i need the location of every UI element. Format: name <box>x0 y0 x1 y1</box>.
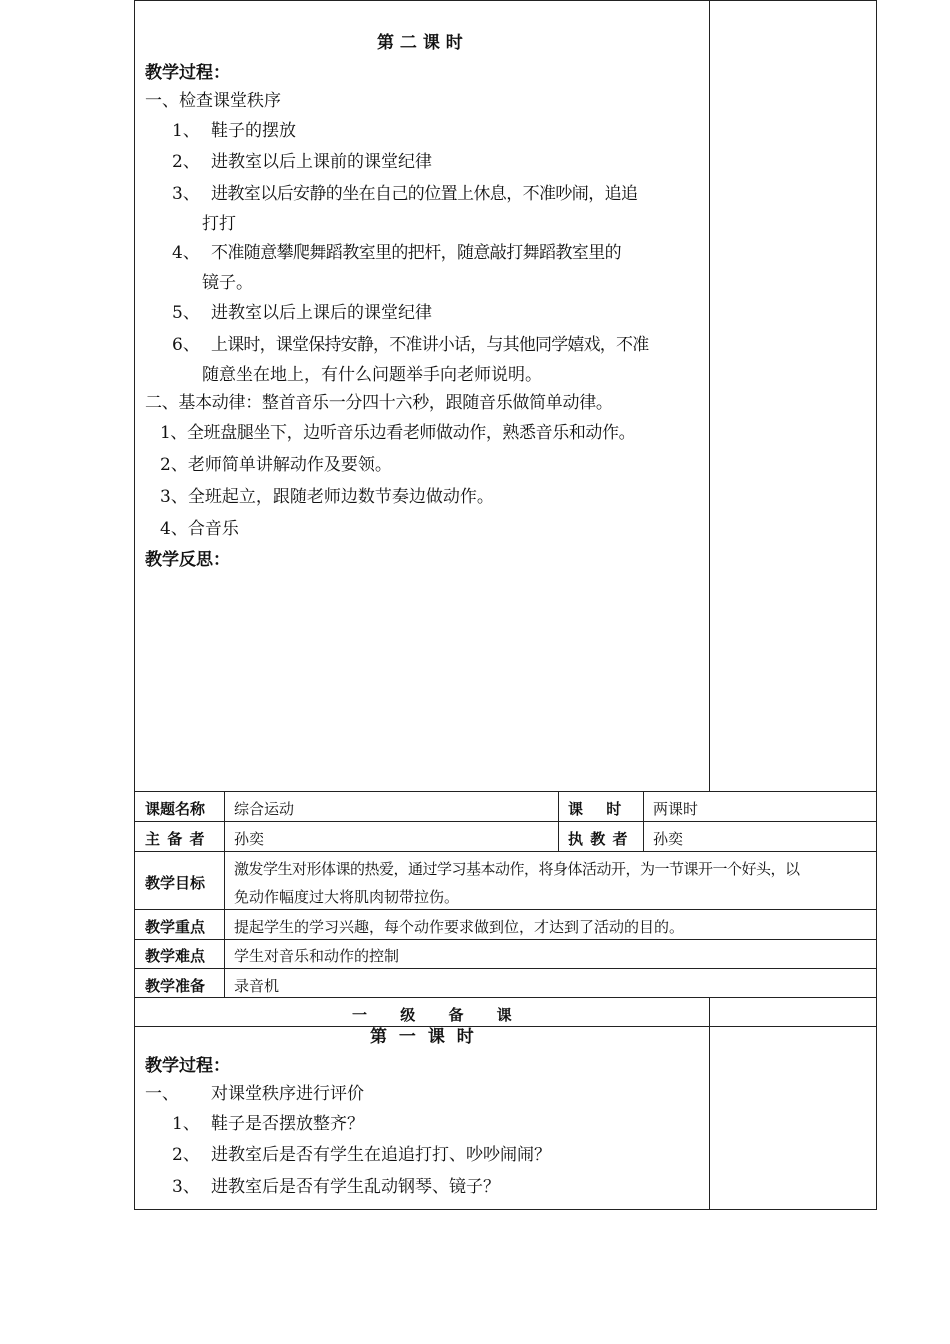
lower-column-divider <box>709 997 710 1210</box>
difficulty-value: 学生对音乐和动作的控制 <box>234 947 400 965</box>
topic-label: 课题名称 <box>145 800 206 818</box>
lesson2-item-2-num: 2、 <box>172 152 200 172</box>
hours-value: 两课时 <box>653 800 699 818</box>
lesson1-item-3-num: 3、 <box>172 1177 200 1197</box>
lesson1-item-3-text: 进教室后是否有学生乱动钢琴、镜子？ <box>211 1177 500 1197</box>
lesson1-item-2-num: 2、 <box>172 1145 200 1165</box>
lesson1-section1-num: 一、 <box>145 1084 179 1104</box>
prep-label: 教学准备 <box>145 977 206 995</box>
lesson2-item-1-text: 鞋子的摆放 <box>211 121 296 141</box>
row-line-6 <box>134 968 877 969</box>
lesson2-item-3-num: 3、 <box>172 184 200 204</box>
lesson2-step-2: 2、老师简单讲解动作及要领。 <box>160 455 392 475</box>
executor-value: 孙奕 <box>653 830 684 848</box>
lesson1-section1-text: 对课堂秩序进行评价 <box>211 1084 364 1104</box>
level-heading: 一 级 备 课 <box>352 1006 526 1024</box>
label-column-divider <box>224 791 225 997</box>
lesson2-item-5-num: 5、 <box>172 303 200 323</box>
lesson2-step-3: 3、全班起立，跟随老师边数节奏边做动作。 <box>160 487 494 507</box>
lesson-plan-table <box>134 0 877 1210</box>
lesson2-item-5-text: 进教室以后上课后的课堂纪律 <box>211 303 432 323</box>
lesson1-title: 第 一 课 时 <box>370 1027 477 1047</box>
lesson1-item-2-text: 进教室后是否有学生在追追打打、吵吵闹闹？ <box>211 1145 551 1165</box>
lesson2-title: 第 二 课 时 <box>377 33 463 53</box>
lesson1-item-1-num: 1、 <box>172 1114 200 1134</box>
row-line-3 <box>134 851 877 852</box>
lesson2-process-label: 教学过程： <box>145 63 230 83</box>
lesson2-step-1: 1、全班盘腿坐下，边听音乐边看老师做动作，熟悉音乐和动作。 <box>160 423 636 443</box>
lesson1-process-label: 教学过程： <box>145 1056 230 1076</box>
preparer-label: 主 备 者 <box>145 830 206 848</box>
lesson2-step-4: 4、合音乐 <box>160 519 239 539</box>
lesson2-item-6-text: 上课时，课堂保持安静，不准讲小话，与其他同学嬉戏，不准 <box>211 335 649 355</box>
lesson2-item-4-text: 不准随意攀爬舞蹈教室里的把杆，随意敲打舞蹈教室里的 <box>211 243 621 263</box>
lesson2-item-4-num: 4、 <box>172 243 200 263</box>
lesson2-item-3-cont: 打打 <box>202 214 236 234</box>
key-value: 提起学生的学习兴趣，每个动作要求做到位，才达到了活动的目的。 <box>234 918 685 936</box>
hours-label-left-divider <box>558 791 559 851</box>
lesson2-item-3-text: 进教室以后安静的坐在自己的位置上休息，不准吵闹，追追 <box>211 184 638 204</box>
lesson2-item-2-text: 进教室以后上课前的课堂纪律 <box>211 152 432 172</box>
executor-label: 执 教 者 <box>568 830 629 848</box>
lesson2-section1: 一、检查课堂秩序 <box>145 91 281 111</box>
row-line-2 <box>134 821 877 822</box>
key-label: 教学重点 <box>145 918 206 936</box>
difficulty-label: 教学难点 <box>145 947 206 965</box>
lesson2-item-6-num: 6、 <box>172 335 200 355</box>
goal-line-2: 免动作幅度过大将肌肉韧带拉伤。 <box>234 888 460 906</box>
hours-value-left-divider <box>643 791 644 851</box>
lesson1-item-1-text: 鞋子是否摆放整齐？ <box>211 1114 364 1134</box>
row-line-1 <box>134 791 877 792</box>
row-line-8 <box>134 1026 877 1027</box>
row-line-4 <box>134 909 877 910</box>
hours-label-text: 课 时 <box>568 800 631 818</box>
hours-label <box>568 798 634 819</box>
lesson2-item-4-cont: 镜子。 <box>202 273 253 293</box>
prep-value: 录音机 <box>234 977 280 995</box>
row-line-5 <box>134 939 877 940</box>
lesson2-reflection-label: 教学反思： <box>145 550 230 570</box>
upper-column-divider <box>709 0 710 792</box>
lesson2-item-1-num: 1、 <box>172 121 200 141</box>
topic-value: 综合运动 <box>234 800 295 818</box>
goal-label: 教学目标 <box>145 874 206 892</box>
lesson2-item-6-cont: 随意坐在地上，有什么问题举手向老师说明。 <box>202 365 542 385</box>
lesson2-section2: 二、基本动律：整首音乐一分四十六秒，跟随音乐做简单动律。 <box>145 393 613 413</box>
goal-line-1: 激发学生对形体课的热爱，通过学习基本动作，将身体活动开，为一节课开一个好头，以 <box>234 860 800 878</box>
preparer-value: 孙奕 <box>234 830 265 848</box>
row-line-7 <box>134 997 877 998</box>
